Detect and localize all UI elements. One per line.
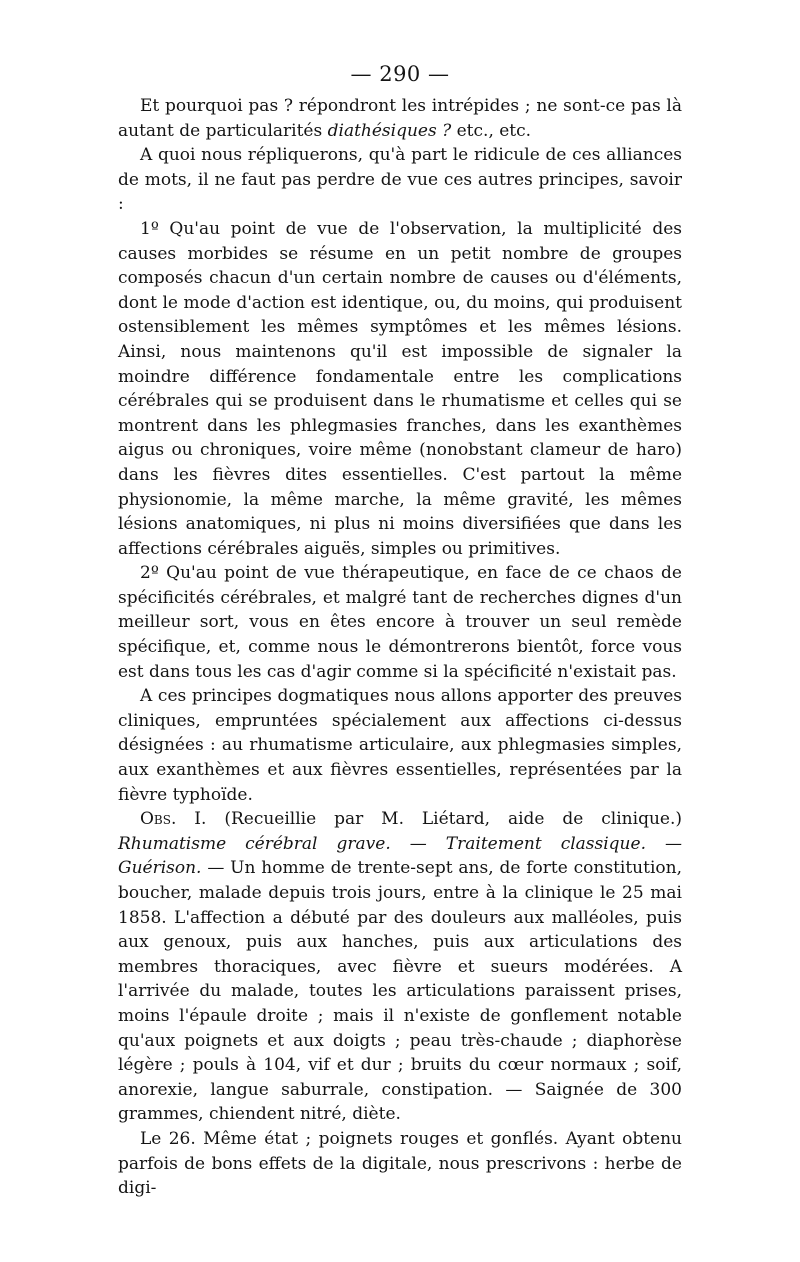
paragraph-p2 — [118, 143, 682, 217]
paragraph-p3 — [118, 217, 682, 561]
text-segment: Et pourquoi pas ? répondront les intrépides ; ne sont-ce pas là autant de particularités — [118, 96, 682, 141]
italic-text: diathésiques ? — [327, 120, 452, 141]
text-body — [118, 94, 682, 1201]
text-segment: A ces principes dogmatiques nous allons apporter des preuves cliniques, empruntées spécialement aux affections ci-dessus désignées : au rhumatisme articulaire, aux phlegmasies simples, aux exanthèmes et aux fièvres essentielles, représentées par la fièvre typhoïde. — [118, 686, 682, 805]
text-segment: Le 26. Même état ; poignets rouges et gonflés. Ayant obtenu parfois de bons effets de la digitale, nous prescrivons : herbe de digi- — [118, 1128, 682, 1199]
text-segment: etc., etc. — [451, 120, 532, 141]
paragraph-p7 — [118, 1127, 682, 1201]
paragraph-p5 — [118, 684, 682, 807]
paragraph-p1 — [118, 94, 682, 143]
text-segment: A quoi nous répliquerons, qu'à part le ridicule de ces alliances de mots, il ne faut pas perdre de vue ces autres principes, savoir : — [118, 145, 682, 215]
italic-text: Rhumatisme cérébral grave. — Traitement classique. — Guérison. — [118, 833, 682, 879]
text-segment: 2º Qu'au point de vue thérapeutique, en face de ce chaos de spécificités cérébrales, et malgré tant de recherches dignes d'un meilleur sort, vous en êtes encore à trouver un seul remède spécifique, et, comme nous le démontrerons bientôt, force vous est dans tous les cas d'agir comme si la spécificité n'existait pas. — [118, 563, 682, 682]
paragraph-p6 — [118, 807, 682, 1127]
book-page — [118, 60, 682, 1201]
text-segment: — Un homme de trente-sept ans, de forte constitution, boucher, malade depuis trois jours, entre à la clinique le 25 mai 1858. L'affection a débuté par des douleurs aux malléoles, puis aux genoux, puis aux hanches, puis aux articulations des membres thoraciques, avec fièvre et sueurs modérées. A l'arrivée du malade, toutes les articulations paraissent prises, moins l'épaule droite ; mais il n'existe de gonflement notable qu'aux poignets et aux doigts ; peau très-chaude ; diaphorèse légère ; pouls à 104, vif et dur ; bruits du cœur normaux ; soif, anorexie, langue saburrale, constipation. — Saignée de 300 grammes, chiendent nitré, diète. — [118, 858, 682, 1125]
text-segment: 1º Qu'au point de vue de l'observation, la multiplicité des causes morbides se résume en un petit nombre de groupes composés chacun d'un certain nombre de causes ou d'éléments, dont le mode d'action est identique, ou, du moins, qui produisent ostensiblement les mêmes symptômes et les mêmes lésions. Ainsi, nous maintenons qu'il est impossible de signaler la moindre différence fondamentale entre les complications cérébrales qui se produisent dans le rhumatisme et celles qui se montrent dans les phlegmasies franches, dans les exanthèmes aigus ou chroniques, voire même (nonobstant clameur de haro) dans les fièvres dites essentielles. C'est partout la même physionomie, la même marche, la même gravité, les mêmes lésions anatomiques, ni plus ni moins diversifiées que dans les affections cérébrales aiguës, simples ou primitives. — [118, 218, 682, 559]
page-number: — 290 — — [350, 62, 450, 86]
text-segment: (Recueillie par M. Liétard, aide de clinique.) — [206, 809, 682, 830]
paragraph-p4 — [118, 561, 682, 684]
observation-label: Obs. I. — [140, 809, 207, 830]
